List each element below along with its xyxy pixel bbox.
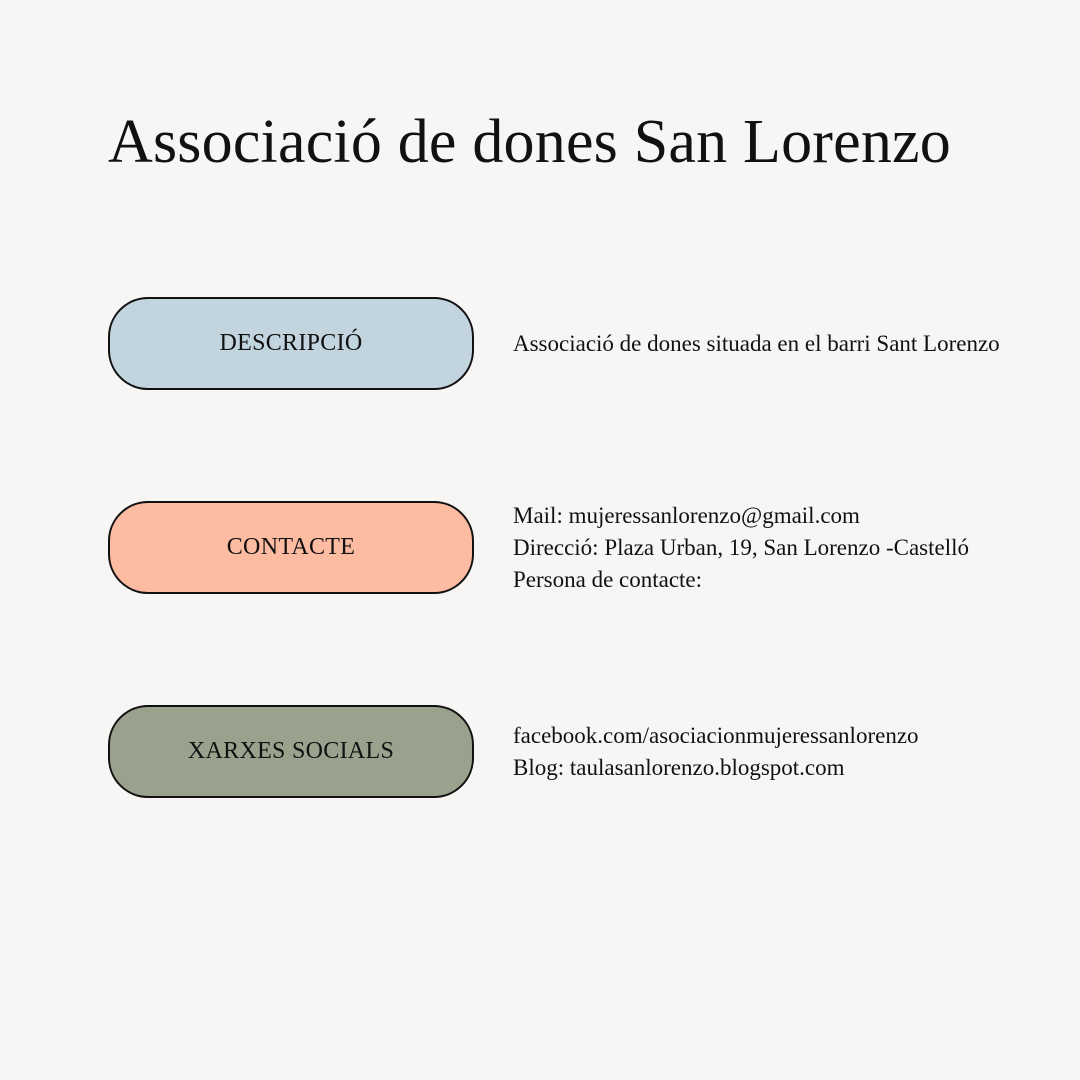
descripcio-label: DESCRIPCIÓ [219,330,363,356]
descripcio-text [513,328,1078,360]
contact-mail: Mail: mujeressanlorenzo@gmail.com [513,503,860,528]
xarxes-socials-text [513,720,1078,784]
xarxes-socials-label: XARXES SOCIALS [187,738,395,764]
contact-address: Direcció: Plaza Urban, 19, San Lorenzo -Castelló [513,535,970,560]
description-line: Associació de dones situada en el barri Sant Lorenzo [513,331,1000,356]
facebook-link: facebook.com/asociacionmujeressanlorenzo [513,723,919,748]
blog-link: Blog: taulasanlorenzo.blogspot.com [513,755,845,780]
descripcio-pill [108,297,474,390]
xarxes-socials-pill [108,705,474,798]
contacte-text [513,500,1078,596]
contacte-pill [108,501,474,594]
contacte-label: CONTACTE [226,534,356,560]
page-title: Associació de dones San Lorenzo [108,108,951,176]
contact-person: Persona de contacte: [513,567,703,592]
